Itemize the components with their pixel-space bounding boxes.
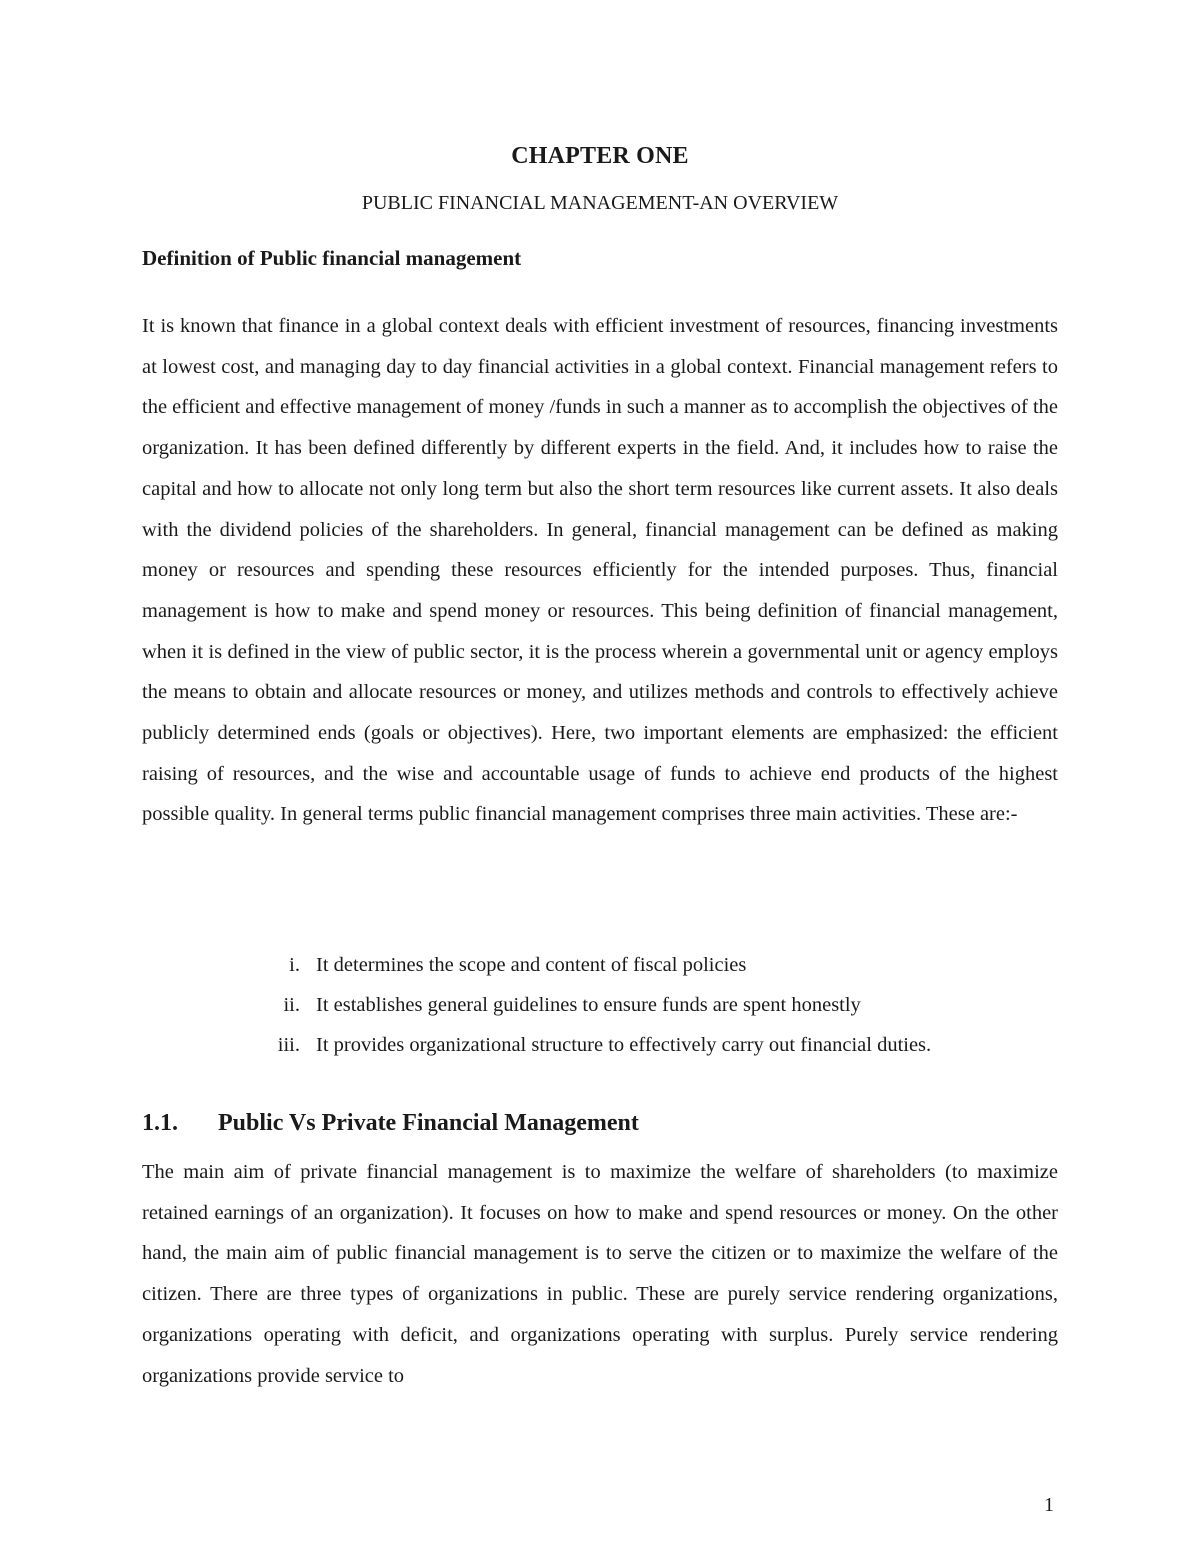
- list-item-number: iii.: [277, 1034, 300, 1056]
- list-item: [250, 1025, 931, 1065]
- list-item-text: It provides organizational structure to effectively carry out financial duties.: [316, 1034, 932, 1056]
- list-item-text: It determines the scope and content of fiscal policies: [316, 954, 747, 976]
- activities-list: [250, 945, 931, 1065]
- list-item: [250, 985, 931, 1025]
- section-heading: [142, 1110, 639, 1137]
- page-number: 1: [1044, 1494, 1054, 1516]
- list-item: [250, 945, 931, 985]
- section-title: Public Vs Private Financial Management: [218, 1110, 639, 1136]
- chapter-title: CHAPTER ONE: [511, 143, 689, 169]
- list-item-number: ii.: [283, 994, 300, 1016]
- definition-paragraph: It is known that finance in a global context deals with efficient investment of resources, financing investments at lowest cost, and managing day to day financial activities in a global context. Financial management refers to the efficient and effective management of money /funds in such a manner as to accomplish the objectives of the organization. It has been defined differently by different experts in the field. And, it includes how to raise the capital and how to allocate not only long term but also the short term resources like current assets. It also deals with the dividend policies of the shareholders. In general, financial management can be defined as making money or resources and spending these resources efficiently for the intended purposes. Thus, financial management is how to make and spend money or resources. This being definition of financial management, when it is defined in the view of public sector, it is the process wherein a governmental unit or agency employs the means to obtain and allocate resources or money, and utilizes methods and controls to effectively achieve publicly determined ends (goals or objectives). Here, two important elements are emphasized: the efficient raising of resources, and the wise and accountable usage of funds to achieve end products of the highest possible quality. In general terms public financial management comprises three main activities. These are:-: [142, 315, 1058, 826]
- list-item-number: i.: [289, 954, 300, 976]
- section-number: 1.1.: [142, 1110, 178, 1136]
- comparison-paragraph: The main aim of private financial management is to maximize the welfare of shareholders (to maximize retained earnings of an organization). It focuses on how to make and spend resources or money. On the other hand, the main aim of public financial management is to serve the citizen or to maximize the welfare of the citizen. There are three types of organizations in public. These are purely service rendering organizations, organizations operating with deficit, and organizations operating with surplus. Purely service rendering organizations provide service to: [142, 1161, 1058, 1387]
- list-item-text: It establishes general guidelines to ensure funds are spent honestly: [316, 994, 861, 1016]
- chapter-subtitle: PUBLIC FINANCIAL MANAGEMENT-AN OVERVIEW: [361, 192, 839, 214]
- definition-heading: Definition of Public financial management: [142, 246, 522, 270]
